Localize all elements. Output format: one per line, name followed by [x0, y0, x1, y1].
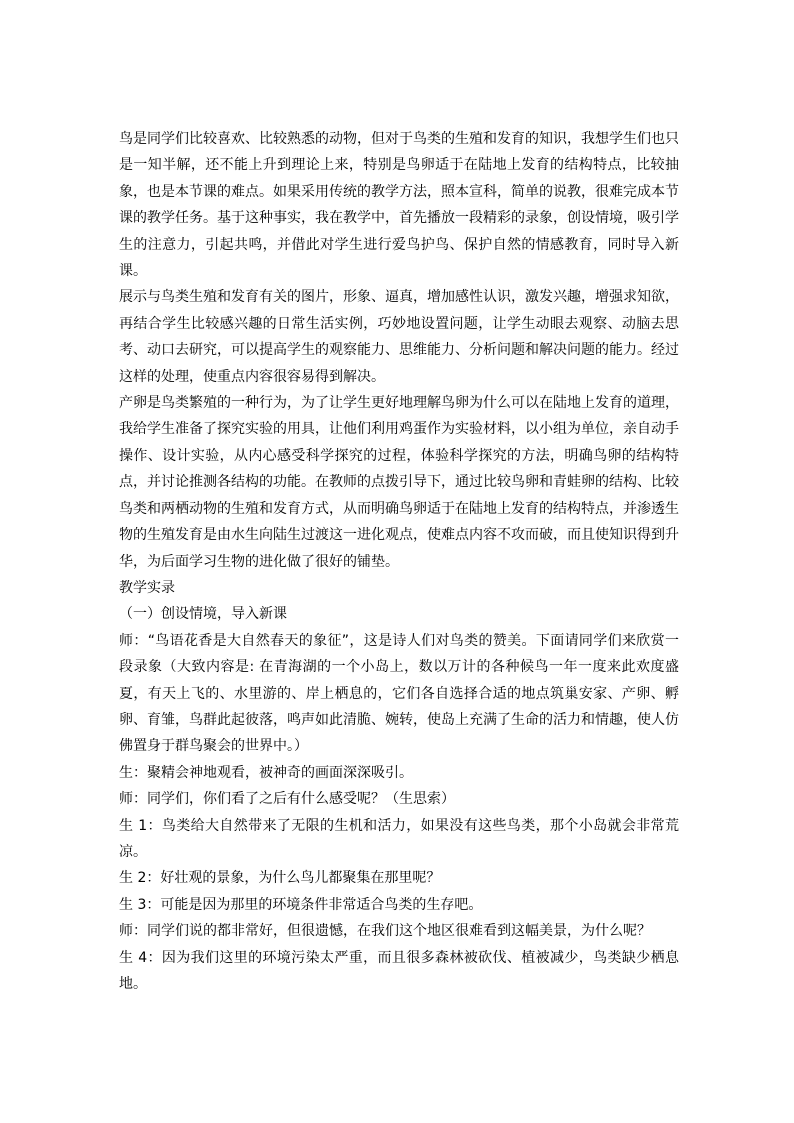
paragraph-egg-experiment: 产卵是鸟类繁殖的一种行为，为了让学生更好地理解鸟卵为什么可以在陆地上发育的道理，我给学生准备了探究实验的用具，让他们利用鸡蛋作为实验材料，以小组为单位，亲自动手操作、设计实验，从内心感受科学探究的过程，体验科学探究的方法，明确鸟卵的结构特点，并讨论推测各结构的功能。在教师的点拨引导下，通过比较鸟卵和青蛙卵的结构、比较鸟类和两栖动物的生殖和发育方式，从而明确鸟卵适于在陆地上发育的结构特点，并渗透生物的生殖发育是由水生向陆生过渡这一进化观点，使难点内容不攻而破，而且使知识得到升华，为后面学习生物的进化做了很好的铺垫。 [119, 395, 679, 570]
dialogue-teacher-followup: 师：同学们说的都非常好，但很遗憾，在我们这个地区很难看到这幅美景，为什么呢？ [119, 923, 651, 940]
dialogue-student-1: 生 1：鸟类给大自然带来了无限的生机和活力，如果没有这些鸟类，那个小岛就会非常荒凉。 [119, 817, 679, 860]
dialogue-student-3: 生 3：可能是因为那里的环境条件非常适合鸟类的生存吧。 [119, 896, 483, 913]
dialogue-teacher-question: 师：同学们，你们看了之后有什么感受呢？（生思索） [119, 791, 455, 808]
subsection-heading-create-scenario: （一）创设情境，导入新课 [119, 606, 287, 623]
section-heading-teaching-record: 教学实录 [119, 579, 175, 596]
dialogue-student-4: 生 4：因为我们这里的环境污染太严重，而且很多森林被砍伐、植被减少，鸟类缺少栖息地。 [119, 949, 679, 992]
paragraph-intro-teaching-approach: 鸟是同学们比较喜欢、比较熟悉的动物，但对于鸟类的生殖和发育的知识，我想学生们也只是一知半解，还不能上升到理论上来，特别是鸟卵适于在陆地上发育的结构特点，比较抽象，也是本节课的难点。如果采用传统的教学方法，照本宣科，简单的说教，很难完成本节课的教学任务。基于这种事实，我在教学中，首先播放一段精彩的录象，创设情境，吸引学生的注意力，引起共鸣，并借此对学生进行爱鸟护鸟、保护自然的情感教育，同时导入新课。 [119, 131, 679, 280]
document-body [119, 126, 679, 997]
paragraph-image-display: 展示与鸟类生殖和发育有关的图片，形象、逼真，增加感性认识，激发兴趣，增强求知欲，再结合学生比较感兴趣的日常生活实例，巧妙地设置问题，让学生动眼去观察、动脑去思考、动口去研究，可以提高学生的观察能力、思维能力、分析问题和解决问题的能力。经过这样的处理，使重点内容很容易得到解决。 [119, 289, 679, 385]
dialogue-students-watch: 生：聚精会神地观看，被神奇的画面深深吸引。 [119, 764, 413, 781]
dialogue-teacher-intro: 师：“鸟语花香是大自然春天的象征”，这是诗人们对鸟类的赞美。下面请同学们来欣赏一段录象（大致内容是: 在青海湖的一个小岛上，数以万计的各种候鸟一年一度来此欢度盛夏，有天上飞的、水里游的、岸上栖息的，它们各自选择合适的地点筑巢安家、产卵、孵卵、育雏，鸟群此起彼落，鸣声如此清脆、婉转，使岛上充满了生命的活力和情趣，使人仿佛置身于群鸟聚会的世界中。） [119, 632, 679, 755]
dialogue-student-2: 生 2：好壮观的景象，为什么鸟儿都聚集在那里呢？ [119, 870, 441, 887]
